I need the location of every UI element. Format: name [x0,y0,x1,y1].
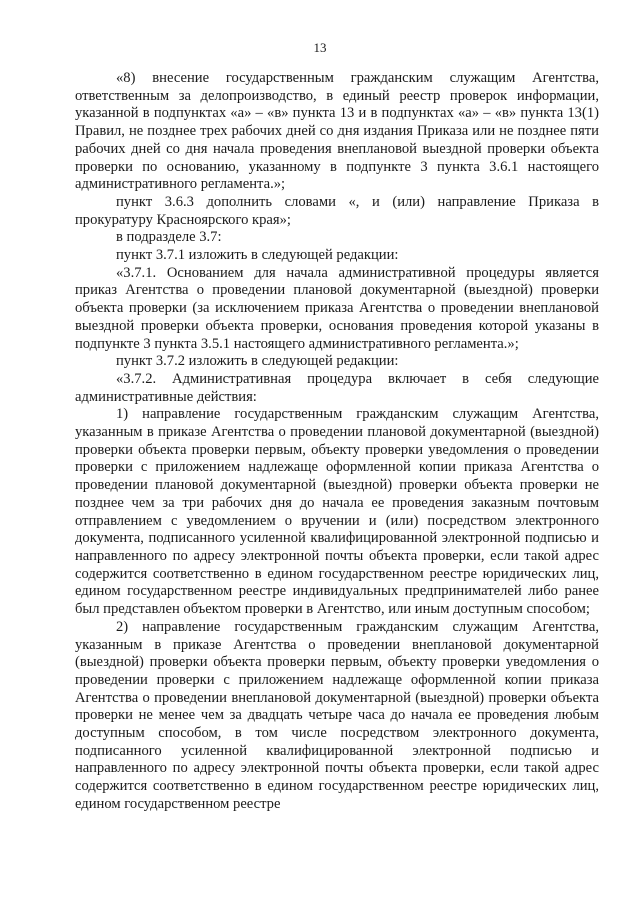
paragraph-3-6-3-amendment: пункт 3.6.3 дополнить словами «, и (или) направление Приказа в прокуратуру Красноярского края»; [75,193,599,228]
paragraph-3-7-2-intro: пункт 3.7.2 изложить в следующей редакции: [116,353,399,370]
paragraph-action-1: 1) направление государственным гражданским служащим Агентства, указанным в приказе Агентства о проведении плановой документарной (выездной) проверки объекта проверки первым, объекту проверки уведомления о проведении проверки с приложением надлежаще оформленной копии приказа Агентства о проведении плановой документарной (выездной) проверки объекта проверки не позднее чем за три рабочих дня до начала ее проведения заказным почтовым отправлением с уведомлением о вручении и (или) посредством электронного документа, подписанного усиленной квалифицированной электронной подписью и направленного по адресу электронной почты объекта проверки, если такой адрес содержится соответственно в едином государственном реестре юридических лиц, едином государственном реестре индивидуальных предпринимателей либо ранее был представлен объектом проверки в Агентство, или иным доступным способом; [75,406,599,618]
page-number: 13 [313,40,327,55]
document-body [75,70,599,814]
paragraph-subsection-3-7: в подразделе 3.7: [116,229,222,246]
paragraph-action-2: 2) направление государственным гражданским служащим Агентства, указанным в приказе Агентства о проведении внеплановой документарной (выездной) проверки объекта проверки первым, объекту проверки уведомления о проведении проверки с приложением надлежаще оформленной копии приказа Агентства о проведении внеплановой документарной (выездной) проверки объекта проверки не менее чем за двадцать четыре часа до начала ее проведения любым доступным способом, в том числе посредством электронного документа, подписанного усиленной квалифицированной электронной подписью и направленного по адресу электронной почты объекта проверки, если такой адрес содержится соответственно в едином государственном реестре юридических лиц, едином государственном реестре [75,618,599,812]
paragraph-3-7-1-intro: пункт 3.7.1 изложить в следующей редакции: [116,247,399,264]
paragraph-3-7-2-text: «3.7.2. Административная процедура включает в себя следующие административные действия: [75,370,599,405]
paragraph-item-8-amendment: «8) внесение государственным гражданским служащим Агентства, ответственным за делопроизводство, в единый реестр проверок информации, указанной в подпунктах «а» – «в» пункта 13 и в подпунктах «а» – «в» пункта 13(1) Правил, не позднее трех рабочих дней со дня издания Приказа или не позднее пяти рабочих дней со дня начала проведения внеплановой выездной проверки объекта проверки по основанию, указанному в подпункте 3 пункта 3.6.1 настоящего административного регламента.»; [75,70,599,193]
paragraph-3-7-1-text: «3.7.1. Основанием для начала административной процедуры является приказ Агентства о проведении плановой документарной (выездной) проверки объекта проверки (за исключением приказа Агентства о проведении внеплановой выездной проверки объекта проверки, основания проведения которой указаны в подпункте 3 пункта 3.5.1 настоящего административного регламента.»; [75,264,599,352]
